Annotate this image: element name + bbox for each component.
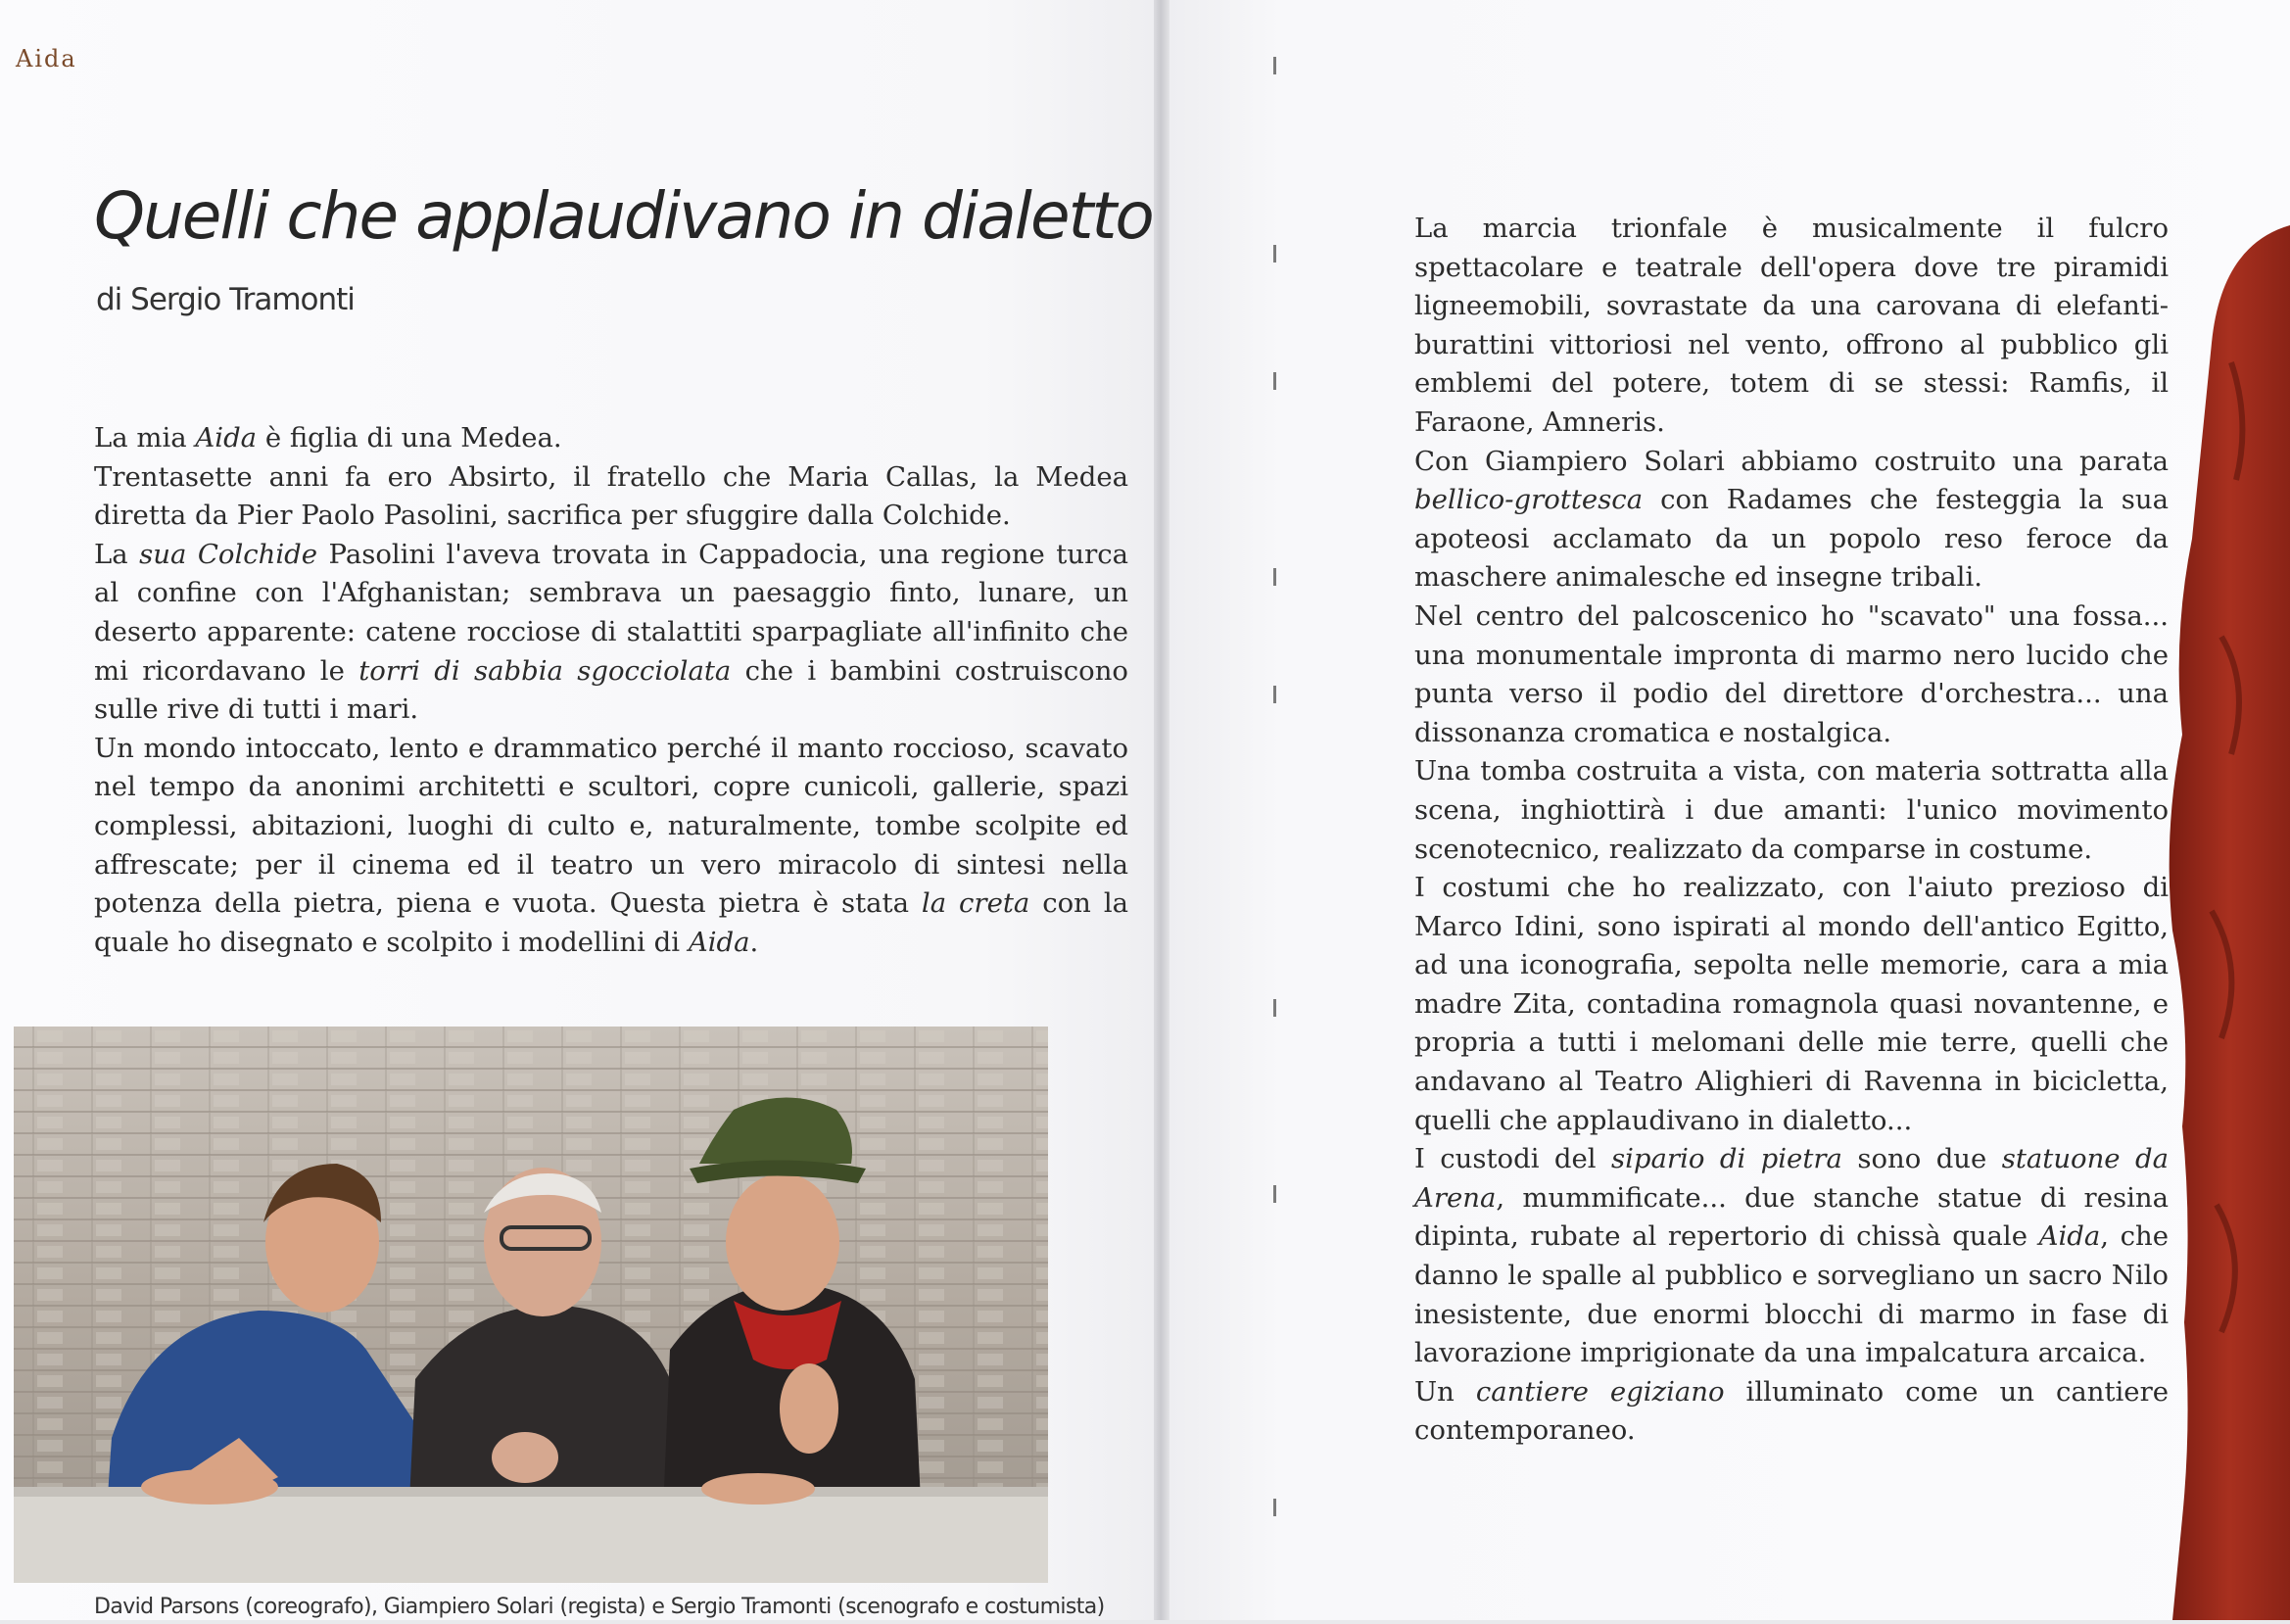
- paragraph: Con Giampiero Solari abbiamo costruito una parata bellico-grottesca con Radames che festeggia la sua apoteosi acclamato da un popolo reso feroce da maschere animalesche ed insegne tribali.: [1414, 445, 2169, 594]
- paragraph: I costumi che ho realizzato, con l'aiuto prezioso di Marco Idini, sono ispirati al mondo dell'antico Egitto, ad una iconografia, sepolta nelle memorie, cara a mia madre Zita, contadina romagnola quasi novantenne, e propria a tutti i melomani delle mie terre, quelli che andavano al Teatro Alighieri di Ravenna in bicicletta, quelli che applaudivano in dialetto...: [1414, 872, 2169, 1136]
- paragraph: Nel centro del palcoscenico ho "scavato" una fossa... una monumentale impronta di marmo nero lucido che punta verso il podio del direttore d'orchestra... una dissonanza cromatica e nostalgica.: [1414, 599, 2169, 748]
- paragraph: La mia Aida è figlia di una Medea.: [94, 422, 562, 454]
- statue-illustration: [2163, 225, 2290, 1620]
- photo-caption: David Parsons (coreografo), Giampiero Solari (regista) e Sergio Tramonti (scenografo e costumista): [94, 1595, 1105, 1619]
- right-text-column: [1414, 210, 2169, 1451]
- paragraph: Un mondo intoccato, lento e drammatico perché il manto roccioso, scavato nel tempo da anonimi architetti e scultori, copre cunicoli, gallerie, spazi complessi, abitazioni, luoghi di culto e, naturalmente, tombe scolpite ed affrescate; per il cinema ed il teatro un vero miracolo di sintesi nella potenza della pietra, piena e vuota. Questa pietra è stata la creta con la quale ho disegnato e scolpito i modellini di Aida.: [94, 732, 1129, 958]
- group-photo: [14, 1027, 1048, 1583]
- red-statue-image: [2163, 225, 2290, 1620]
- spine-gutter: [1154, 0, 1169, 1620]
- running-head: Aida: [16, 45, 77, 72]
- photo-illustration: [14, 1027, 1048, 1583]
- article-title: Quelli che applaudivano in dialetto: [94, 178, 1153, 254]
- paragraph: La marcia trionfale è musicalmente il fulcro spettacolare e teatrale dell'opera dove tre piramidi ligneemobili, sovrastate da una carovana di elefanti-burattini vittoriosi nel vento, offrono al pubblico gli emblemi del potere, totem di se stessi: Ramfis, il Faraone, Amneris.: [1414, 213, 2169, 438]
- left-text-column: [94, 419, 1128, 962]
- margin-marks: [1273, 0, 1283, 1620]
- paragraph: La sua Colchide Pasolini l'aveva trovata in Cappadocia, una regione turca al confine con l'Afghanistan; sembrava un paesaggio finto, lunare, un deserto apparente: catene rocciose di stalattiti sparpagliate all'infinito che mi ricordavano le torri di sabbia sgocciolata che i bambini costruiscono sulle rive di tutti i mari.: [94, 538, 1129, 726]
- paragraph: Una tomba costruita a vista, con materia sottratta alla scena, inghiottirà i due amanti: l'unico movimento scenotecnico, realizzato da comparse in costume.: [1414, 755, 2169, 865]
- paragraph: Un cantiere egiziano illuminato come un cantiere contemporaneo.: [1414, 1375, 2169, 1447]
- paragraph: I custodi del sipario di pietra sono due statuone da Arena, mummificate... due stanche statue di resina dipinta, rubate al repertorio di chissà quale Aida, che danno le spalle al pubblico e sorvegliano un sacro Nilo inesistente, due enormi blocchi di marmo in fase di lavorazione imprigionate da una impalcatura arcaica.: [1414, 1143, 2170, 1369]
- paragraph: Trentasette anni fa ero Absirto, il fratello che Maria Callas, la Medea diretta da Pier Paolo Pasolini, sacrifica per sfuggire dalla Colchide.: [94, 460, 1128, 532]
- article-byline: di Sergio Tramonti: [96, 282, 355, 317]
